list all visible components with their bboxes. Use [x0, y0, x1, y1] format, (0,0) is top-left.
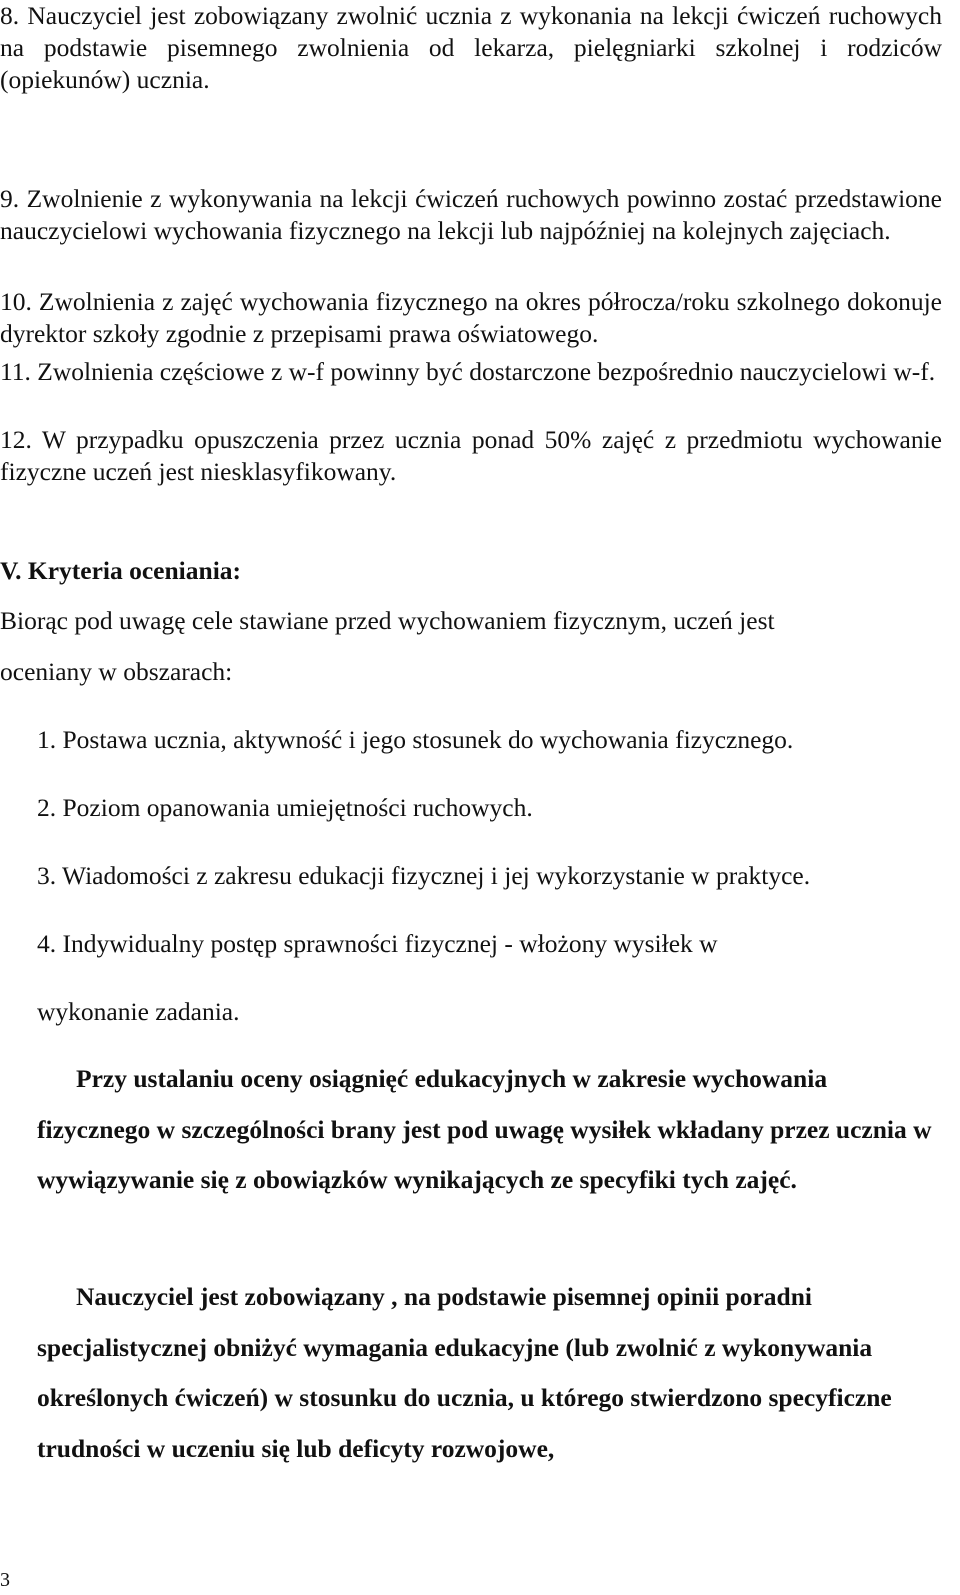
- note-teacher-obligation: Nauczyciel jest zobowiązany , na podstawie pisemnej opinii poradni specjalistycznej obniżyć wymagania edukacyjne (lub zwolnić z wykonywania określonych ćwiczeń) w stosunku do ucznia, u którego stwierdzono specyficzne trudności w uczeniu się lub deficyty rozwojowe,: [37, 1282, 892, 1463]
- criteria-item: [37, 910, 797, 1046]
- criteria-item-text: Postawa ucznia, aktywność i jego stosunek do wychowania fizycznego.: [62, 725, 794, 754]
- criteria-item-text: Wiadomości z zakresu edukacji fizycznej i jej wykorzystanie w praktyce.: [62, 861, 811, 890]
- criteria-item-text: Indywidualny postęp sprawności fizycznej - włożony wysiłek w wykonanie zadania.: [37, 929, 718, 1026]
- rule-9: 9. Zwolnienie z wykonywania na lekcji ćwiczeń ruchowych powinno zostać przedstawione nauczycielowi wychowania fizycznego na lekcji lub najpóźniej na kolejnych zajęciach.: [0, 184, 942, 245]
- criteria-item: [37, 792, 942, 824]
- section-intro-line-2: oceniany w obszarach:: [0, 657, 233, 686]
- rule-12: 12. W przypadku opuszczenia przez ucznia ponad 50% zajęć z przedmiotu wychowanie fizyczne uczeń jest niesklasyfikowany.: [0, 425, 942, 486]
- criteria-item-number: 4.: [37, 929, 57, 958]
- section-intro-line-1: Biorąc pod uwagę cele stawiane przed wychowaniem fizycznym, uczeń jest: [0, 606, 775, 635]
- criteria-item-number: 2.: [37, 793, 57, 822]
- rule-10: 10. Zwolnienia z zajęć wychowania fizycznego na okres półrocza/roku szkolnego dokonuje dyrektor szkoły zgodnie z przepisami prawa oświatowego.: [0, 287, 942, 348]
- criteria-item: [37, 724, 942, 756]
- criteria-item-text: Poziom opanowania umiejętności ruchowych.: [62, 793, 533, 822]
- rule-11: 11. Zwolnienia częściowe z w-f powinny być dostarczone bezpośrednio nauczycielowi w-f.: [0, 357, 936, 386]
- rule-8: 8. Nauczyciel jest zobowiązany zwolnić ucznia z wykonania na lekcji ćwiczeń ruchowych na podstawie pisemnego zwolnienia od lekarza, pielęgniarki szkolnej i rodziców (opiekunów) ucznia.: [0, 1, 942, 94]
- section-heading: V. Kryteria oceniania:: [0, 556, 242, 585]
- note-assessment-effort: Przy ustalaniu oceny osiągnięć edukacyjnych w zakresie wychowania fizycznego w szczególności brany jest pod uwagę wysiłek wkładany przez ucznia w wywiązywanie się z obowiązków wynikających ze specyfiki tych zajęć.: [37, 1064, 932, 1194]
- criteria-item-number: 1.: [37, 725, 57, 754]
- criteria-item: [37, 860, 942, 892]
- page-number: 3: [0, 1569, 10, 1591]
- criteria-item-number: 3.: [37, 861, 57, 890]
- criteria-list: [37, 724, 942, 1082]
